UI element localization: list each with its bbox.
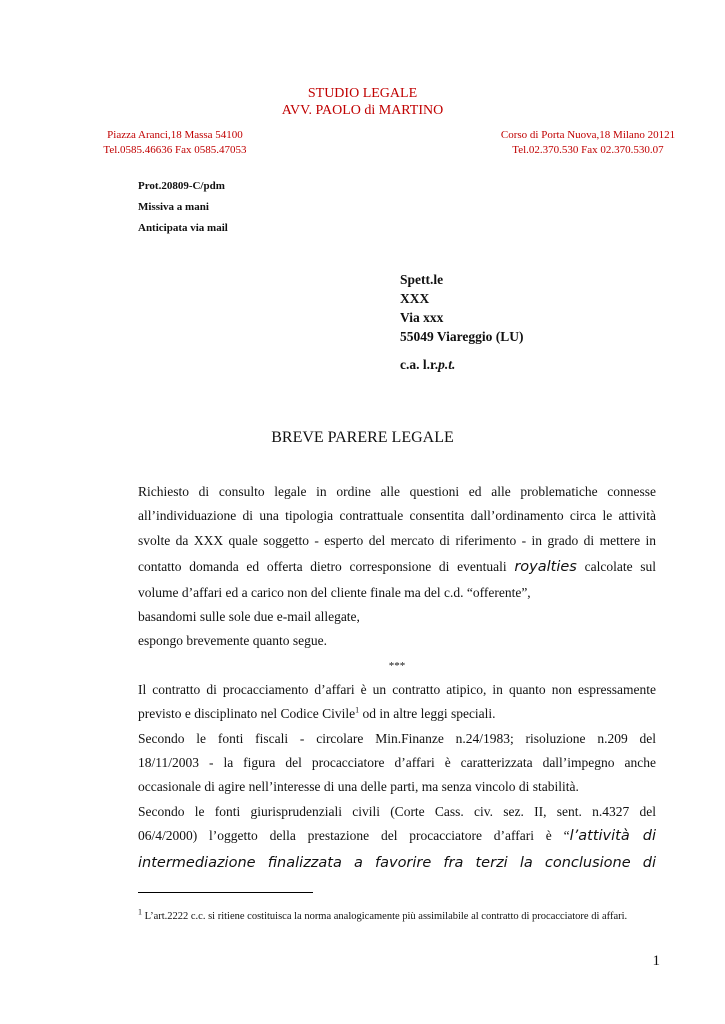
body-line: Richiesto di consulto legale in ordine alle questioni ed alle problematiche connesse xyxy=(138,484,656,499)
body-text: calcolate sul xyxy=(584,558,657,574)
office-left-address: Piazza Aranci,18 Massa 54100 xyxy=(107,129,243,141)
recipient-name: XXX xyxy=(400,291,430,306)
body-line xyxy=(138,702,656,726)
body-line: all’individuazione di una tipologia contrattuale consentita dall’ordinamento circa le attività xyxy=(138,508,656,524)
reference-block xyxy=(138,176,228,239)
body-line: Secondo le fonti giurisprudenziali civili (Corte Cass. civ. sez. II, sent. n.4327 del xyxy=(138,803,656,819)
office-left-contacts: Tel.0585.46636 Fax 0585.47053 xyxy=(103,144,247,156)
recipient-city: 55049 Viareggio (LU) xyxy=(400,329,524,344)
delivery-note: Missiva a mani xyxy=(138,201,209,213)
body-line: Secondo le fonti fiscali - circolare Min.Finanze n.24/1983; risoluzione n.209 del xyxy=(138,730,656,746)
page-number: 1 xyxy=(652,953,660,969)
recipient-street: Via xxx xyxy=(400,310,444,325)
body-line: basandomi sulle sole due e-mail allegate, xyxy=(138,609,360,625)
footnote-text: L’art.2222 c.c. si ritiene costituisca la norma analogicamente più assimilabile al contratto di procacciatore di affari. xyxy=(142,911,628,922)
body-line: svolte da XXX quale soggetto - esperto del mercato di riferimento - in grado di mettere in xyxy=(138,532,656,548)
office-left xyxy=(90,128,260,158)
body-line: espongo brevemente quanto segue. xyxy=(138,633,327,649)
office-right-contacts: Tel.02.370.530 Fax 02.370.530.07 xyxy=(512,144,664,156)
body-text: previsto e disciplinato nel Codice Civile xyxy=(138,706,356,722)
footnote-divider xyxy=(138,892,313,893)
office-right xyxy=(488,128,688,158)
document-title: BREVE PARERE LEGALE xyxy=(271,429,454,446)
office-right-address: Corso di Porta Nuova,18 Milano 20121 xyxy=(500,129,676,141)
body-line xyxy=(138,553,656,581)
lawyer-name: AVV. PAOLO di MARTINO xyxy=(281,103,444,118)
footnote xyxy=(138,907,656,923)
body-text: 06/4/2000) l’oggetto della prestazione del procacciatore d’affari è “ xyxy=(138,827,570,843)
section-separator: *** xyxy=(388,659,406,672)
recipient-block xyxy=(400,270,524,346)
body-line: 18/11/2003 - la figura del procacciatore d’affari è caratterizzata dall’impegno anche xyxy=(138,754,656,770)
footnote-ref: 1 xyxy=(355,705,360,715)
footnote-number: 1 xyxy=(138,907,142,917)
body-line: volume d’affari ed a carico non del cliente finale ma del c.d. “offerente”, xyxy=(138,584,531,600)
body-line xyxy=(138,824,656,848)
attention-line xyxy=(400,357,455,373)
protocol-number: Prot.20809-C/pdm xyxy=(138,180,225,192)
letterhead-title xyxy=(0,85,725,119)
body-text: contatto domanda ed offerta dietro corresponsione di eventuali xyxy=(138,558,507,574)
body-line: occasionale di agire nell’interesse di una delle parti, ma senza vincolo di stabilità. xyxy=(138,779,579,795)
quoted-definition-line: intermediazione finalizzata a favorire fra terzi la conclusione di xyxy=(138,855,656,872)
email-note: Anticipata via mail xyxy=(138,222,228,234)
attention-suffix: p.t. xyxy=(438,357,456,372)
attention-prefix: c.a. l.r. xyxy=(400,357,439,372)
royalties-term: royalties xyxy=(514,558,577,575)
firm-name: STUDIO LEGALE xyxy=(307,86,418,101)
recipient-salutation: Spett.le xyxy=(400,272,444,287)
body-text: od in altre leggi speciali. xyxy=(359,706,496,722)
body-line: Il contratto di procacciamento d’affari è un contratto atipico, in quanto non espressamente xyxy=(138,682,656,698)
document-body xyxy=(138,480,656,878)
quoted-definition: l’attività di xyxy=(569,827,656,844)
